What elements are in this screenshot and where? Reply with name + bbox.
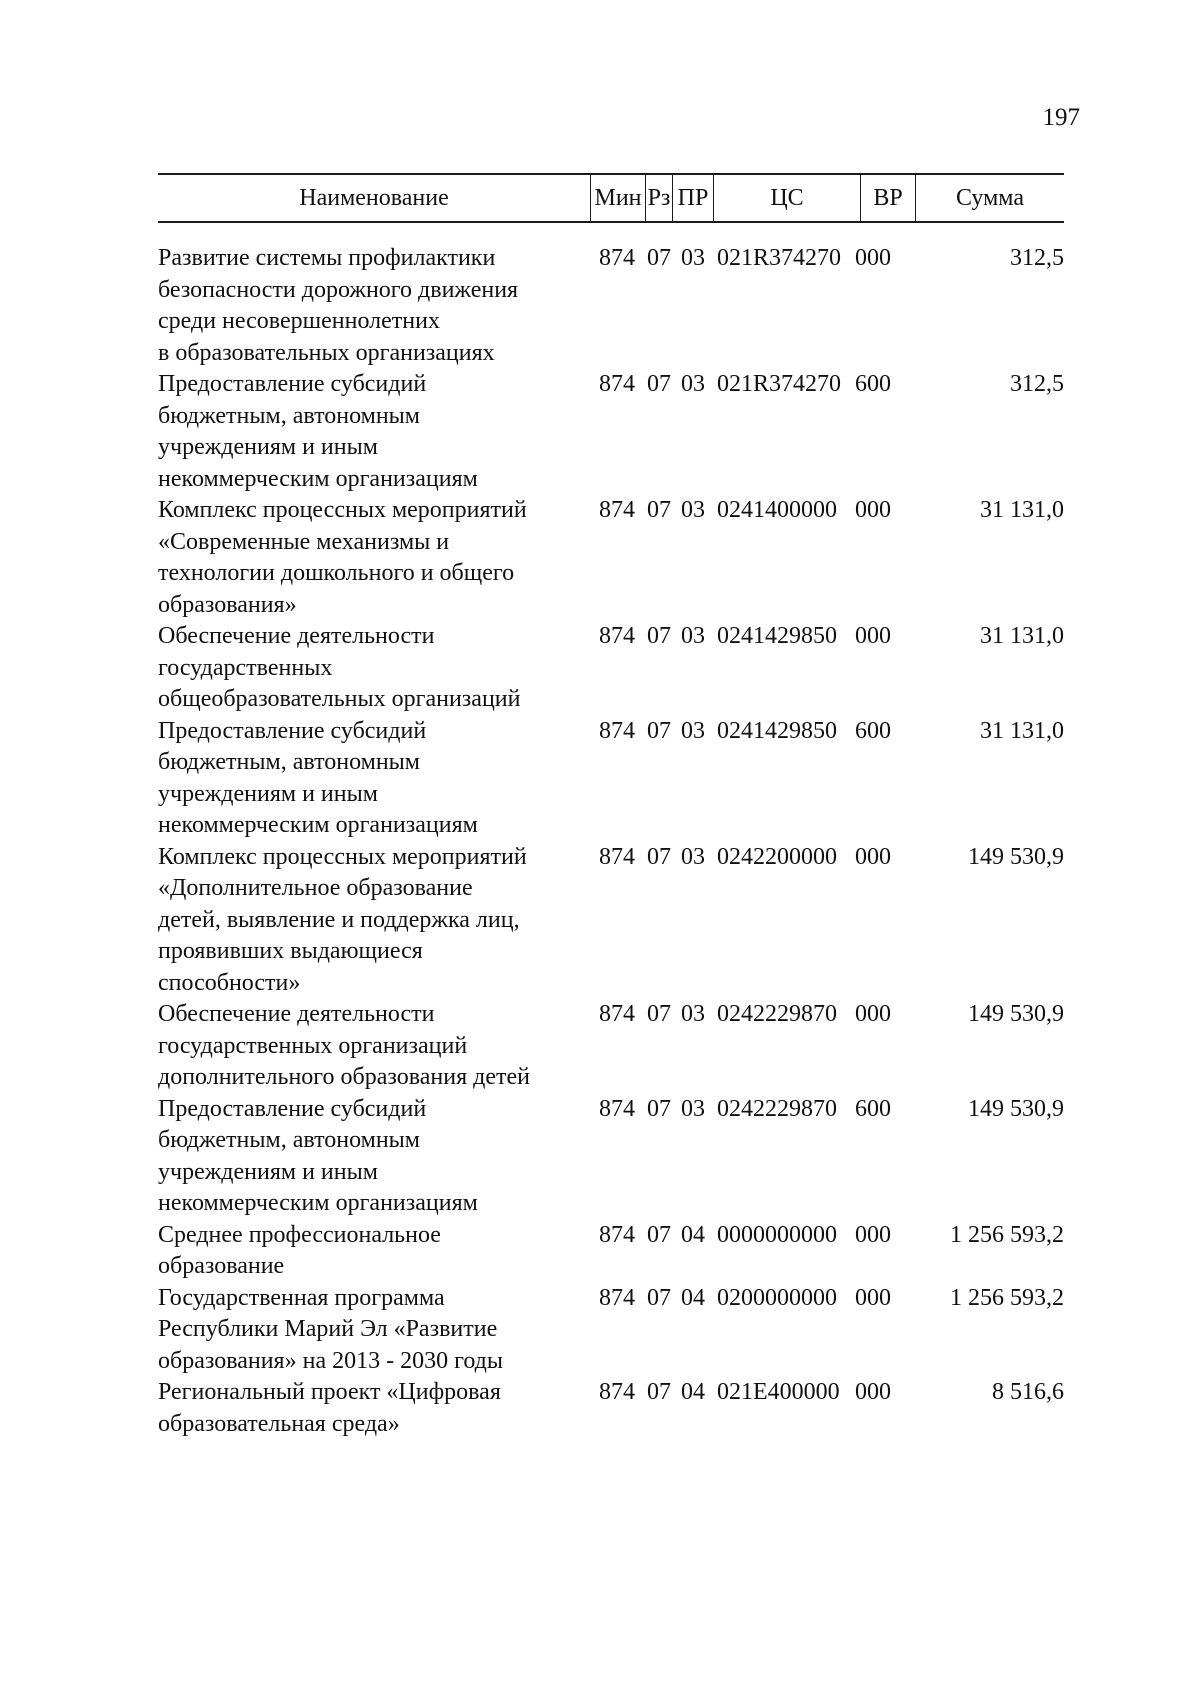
row-min: 874 <box>599 245 635 271</box>
row-pr: 03 <box>681 1001 705 1027</box>
row-min: 874 <box>599 371 635 397</box>
budget-table <box>158 173 1064 1437</box>
row-rz: 07 <box>647 717 671 744</box>
row-sum: 149 530,9 <box>968 1001 1064 1027</box>
row-vr: 000 <box>855 1284 891 1311</box>
table-row <box>158 1377 1064 1440</box>
row-min: 874 <box>599 1221 635 1248</box>
row-name: Обеспечение деятельности государственных общеобразовательных организаций <box>158 623 521 712</box>
table-row <box>158 1094 1064 1220</box>
row-pr: 04 <box>681 1379 705 1405</box>
row-pr: 03 <box>681 371 705 397</box>
row-vr: 000 <box>855 1221 891 1248</box>
table-row <box>158 716 1064 842</box>
row-cs: 021R374270 <box>717 245 842 271</box>
row-cs: 0000000000 <box>717 1221 837 1248</box>
table-row <box>158 1283 1064 1378</box>
table-row <box>158 842 1064 1000</box>
row-sum: 31 131,0 <box>980 623 1064 649</box>
row-pr: 03 <box>681 1095 705 1122</box>
row-sum: 31 131,0 <box>980 717 1064 744</box>
row-name: Предоставление субсидий бюджетным, автономным учреждениям и иным некоммерческим организациям <box>158 1095 478 1216</box>
header-cs: ЦС <box>770 185 804 211</box>
row-name: Среднее профессиональное образование <box>158 1221 441 1279</box>
row-cs: 021E400000 <box>717 1379 840 1405</box>
row-sum: 1 256 593,2 <box>950 1221 1064 1248</box>
table-body <box>158 243 1064 1440</box>
table-row <box>158 243 1064 369</box>
row-pr: 03 <box>681 497 705 523</box>
row-name: Комплекс процессных мероприятий «Дополнительное образование детей, выявление и поддержка лиц, проявивших выдающиеся способности» <box>158 843 527 996</box>
page-number: 197 <box>1042 104 1080 131</box>
row-rz: 07 <box>647 245 671 271</box>
header-vr: ВР <box>873 185 903 211</box>
row-sum: 8 516,6 <box>992 1379 1064 1405</box>
row-vr: 600 <box>855 717 891 744</box>
row-min: 874 <box>599 717 635 744</box>
row-rz: 07 <box>647 1284 671 1311</box>
row-name: Государственная программа Республики Марий Эл «Развитие образования» на 2013 - 2030 годы <box>158 1284 503 1374</box>
row-sum: 149 530,9 <box>968 1095 1064 1122</box>
row-pr: 03 <box>681 843 705 870</box>
table-header <box>158 173 1064 223</box>
row-rz: 07 <box>647 1379 671 1405</box>
row-min: 874 <box>599 623 635 649</box>
row-vr: 000 <box>855 623 891 649</box>
header-pr: ПР <box>677 185 709 211</box>
row-pr: 04 <box>681 1284 705 1311</box>
row-sum: 149 530,9 <box>968 843 1064 870</box>
row-min: 874 <box>599 497 635 523</box>
row-cs: 0242229870 <box>717 1095 837 1122</box>
row-rz: 07 <box>647 623 671 649</box>
row-rz: 07 <box>647 497 671 523</box>
row-vr: 000 <box>855 245 891 271</box>
header-min: Мин <box>594 185 642 211</box>
row-min: 874 <box>599 1001 635 1027</box>
row-cs: 0200000000 <box>717 1284 837 1311</box>
row-vr: 000 <box>855 1001 891 1027</box>
row-vr: 600 <box>855 1095 891 1122</box>
row-pr: 03 <box>681 623 705 649</box>
row-sum: 312,5 <box>1010 371 1064 397</box>
row-cs: 0242229870 <box>717 1001 837 1027</box>
row-min: 874 <box>599 1284 635 1311</box>
row-cs: 0241429850 <box>717 623 837 649</box>
row-cs: 0242200000 <box>717 843 837 870</box>
row-vr: 000 <box>855 1379 891 1405</box>
row-sum: 31 131,0 <box>980 497 1064 523</box>
table-row <box>158 369 1064 495</box>
row-name: Предоставление субсидий бюджетным, автономным учреждениям и иным некоммерческим организациям <box>158 371 478 492</box>
row-name: Обеспечение деятельности государственных организаций дополнительного образования детей <box>158 1001 530 1090</box>
row-name: Предоставление субсидий бюджетным, автономным учреждениям и иным некоммерческим организациям <box>158 717 478 838</box>
row-rz: 07 <box>647 1221 671 1248</box>
table-row <box>158 999 1064 1094</box>
row-rz: 07 <box>647 1095 671 1122</box>
table-row <box>158 495 1064 621</box>
row-pr: 03 <box>681 245 705 271</box>
header-name: Наименование <box>299 185 449 211</box>
row-vr: 000 <box>855 497 891 523</box>
row-name: Развитие системы профилактики безопасности дорожного движения среди несовершеннолетних в образовательных организациях <box>158 245 519 366</box>
header-sum: Сумма <box>956 185 1024 211</box>
table-row <box>158 1220 1064 1283</box>
row-min: 874 <box>599 1095 635 1122</box>
row-rz: 07 <box>647 843 671 870</box>
row-pr: 03 <box>681 717 705 744</box>
row-cs: 0241400000 <box>717 497 837 523</box>
row-cs: 021R374270 <box>717 371 842 397</box>
row-pr: 04 <box>681 1221 705 1248</box>
row-sum: 1 256 593,2 <box>950 1284 1064 1311</box>
header-rz: Рз <box>647 185 671 211</box>
row-rz: 07 <box>647 1001 671 1027</box>
row-min: 874 <box>599 843 635 870</box>
row-cs: 0241429850 <box>717 717 837 744</box>
row-name: Комплекс процессных мероприятий «Современные механизмы и технологии дошкольного и общего образования» <box>158 497 527 618</box>
row-vr: 600 <box>855 371 891 397</box>
table-row <box>158 621 1064 716</box>
row-name: Региональный проект «Цифровая образовательная среда» <box>158 1379 501 1437</box>
row-rz: 07 <box>647 371 671 397</box>
row-sum: 312,5 <box>1010 245 1064 271</box>
row-vr: 000 <box>855 843 891 870</box>
row-min: 874 <box>599 1379 635 1405</box>
